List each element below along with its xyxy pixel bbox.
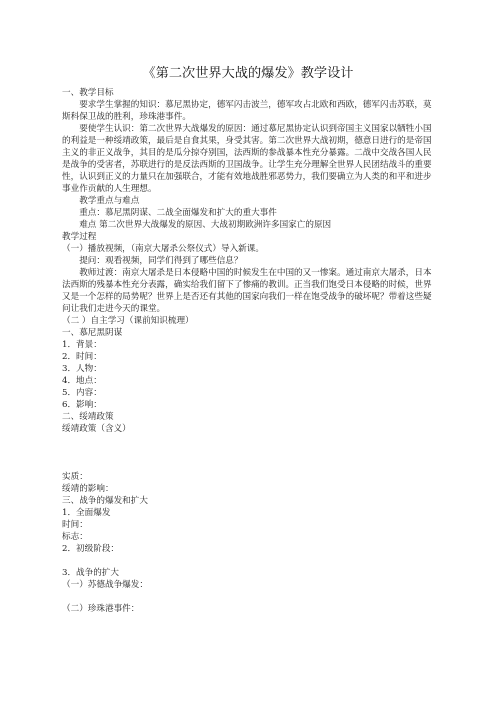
document-body xyxy=(62,87,434,615)
appeasement-essence: 实质： xyxy=(62,472,88,482)
list-item: 1．背景： xyxy=(62,340,102,350)
list-item: （一）苏德战争爆发： xyxy=(62,580,148,590)
appeasement-impact: 绥靖的影响： xyxy=(62,484,114,494)
list-item: 4．地点： xyxy=(62,376,102,386)
heading-munich: 一、慕尼黑阴谋 xyxy=(62,328,123,338)
list-item: 3．人物： xyxy=(62,364,102,374)
teacher-transition: 教师过渡：南京大屠杀是日本侵略中国的时候发生在中国的又一惨案。通过南京大屠杀，日本法西斯的残暴本性充分表露，确实给我们留下了惨痛的教训。正当我们饱受日本侵略的时候，世界又是一个怎样的局势呢？世界上是否还有其他的国家向我们一样在饱受战争的破坏呢？带着这些疑问让我们走进今天的课堂。 xyxy=(62,268,432,314)
heading-teaching-process: 教学过程 xyxy=(62,232,97,242)
section-heading-objectives: 一、教学目标 xyxy=(62,88,114,98)
list-item: 时间： xyxy=(62,520,88,530)
paragraph-understanding: 要使学生认识：第二次世界大战爆发的原因：通过慕尼黑协定认识到帝国主义国家以牺牲小国的利益是一种绥靖政策，最后是自食其果，身受其害。第二次世界大战初期，德意日进行的是帝国主义的非正义战争，其目的是瓜分掠夺别国，法西斯的参战暴本性充分暴露。二战中交战各国人民是战争的受害者，苏联进行的是反法西斯的卫国战争。让学生充分理解全世界人民团结战斗的重要性，认识到正义的力量只在加强联合，才能有效地战胜邪恶势力，我们要确立为人类的和平和进步事业作贡献的人生理想。 xyxy=(62,124,432,194)
heading-war-outbreak: 三、战争的爆发和扩大 xyxy=(62,496,148,506)
list-item: 5．内容： xyxy=(62,388,102,398)
list-item: 1．全面爆发 xyxy=(62,508,111,518)
list-item: 2．初级阶段： xyxy=(62,544,120,554)
list-item: 3．战争的扩大 xyxy=(62,568,120,578)
process-question: 提问：观看视频，同学们得到了哪些信息？ xyxy=(79,256,243,266)
heading-key-points: 教学重点与难点 xyxy=(79,196,140,206)
key-point-line: 重点：慕尼黑阴谋、二战全面爆发和扩大的重大事件 xyxy=(79,208,277,218)
list-item: 标志： xyxy=(62,532,88,542)
process-step-1: （一）播放视频，（南京大屠杀公祭仪式）导入新课。 xyxy=(62,244,264,254)
list-item: 2．时间： xyxy=(62,352,102,362)
process-step-2: （二 ）自主学习（课前知识梳理） xyxy=(62,316,194,326)
document-title: 《第二次世界大战的爆发》教学设计 xyxy=(142,66,354,81)
heading-appeasement: 二、绥靖政策 xyxy=(62,412,114,422)
list-item: （二）珍珠港事件： xyxy=(62,604,140,614)
difficult-point-line: 难点 第二次世界大战爆发的原因、大战初期欧洲许多国家亡的原因 xyxy=(79,220,332,230)
appeasement-definition: 绥靖政策（含义） xyxy=(62,424,131,434)
list-item: 6．影响： xyxy=(62,400,102,410)
paragraph-knowledge: 要求学生掌握的知识：慕尼黑协定，德军闪击波兰，德军攻占北欧和西欧，德军闪击苏联，莫斯科保卫战的胜利，珍珠港事件。 xyxy=(62,100,432,122)
